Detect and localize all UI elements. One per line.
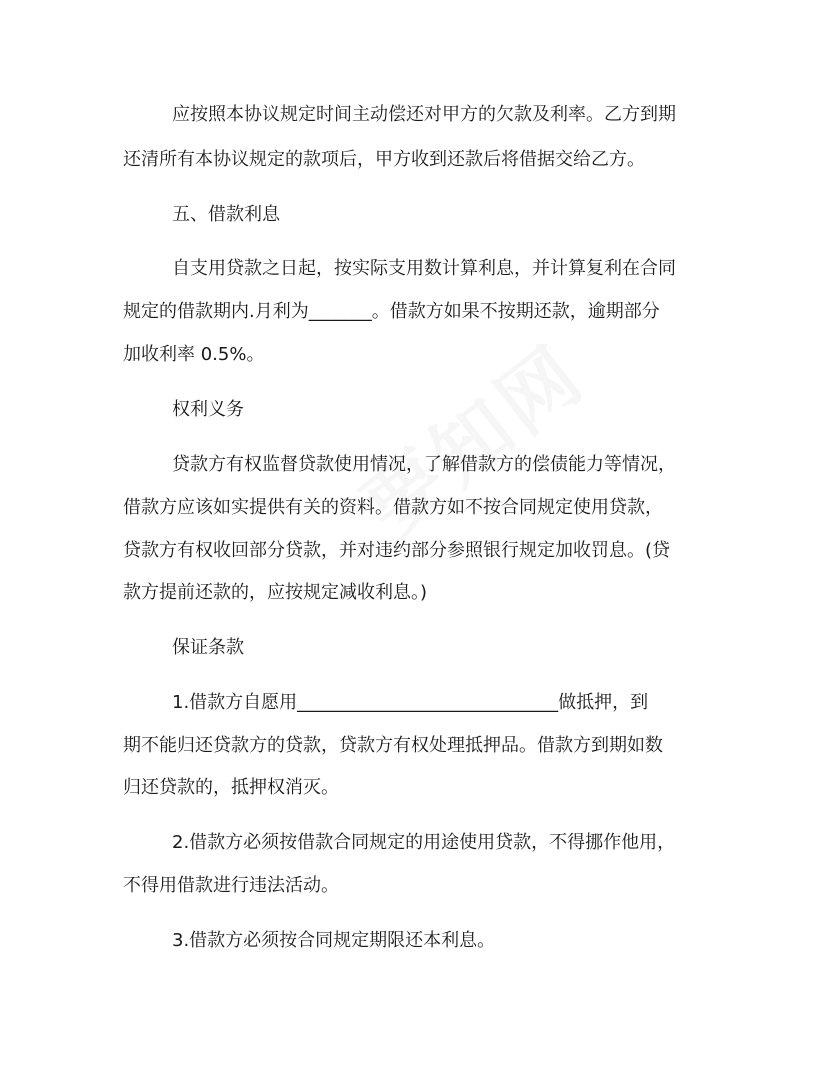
paragraph-line: 应按照本协议规定时间主动偿还对甲方的欠款及利率。乙方到期: [172, 104, 676, 125]
paragraph-line: 3.借款方必须按合同规定期限还本利息。: [172, 930, 496, 951]
paragraph-line: 不得用借款进行违法活动。: [123, 875, 339, 896]
section-heading: 保证条款: [172, 637, 244, 658]
section-heading: 五、借款利息: [172, 204, 280, 225]
paragraph-line: 贷款方有权监督贷款使用情况，了解借款方的偿债能力等情况，: [172, 454, 676, 475]
paragraph-line: 期不能归还贷款方的贷款，贷款方有权处理抵押品。借款方到期如数: [123, 735, 663, 756]
paragraph-line: 还清所有本协议规定的款项后，甲方收到还款后将借据交给乙方。: [123, 149, 645, 170]
paragraph-line: 自支用贷款之日起，按实际支用数计算利息，并计算复利在合同: [172, 258, 676, 279]
paragraph-line: 2.借款方必须按借款合同规定的用途使用贷款，不得挪作他用，: [172, 832, 676, 853]
paragraph-line: 规定的借款期内.月利为_______。借款方如果不按期还款，逾期部分: [123, 301, 660, 322]
paragraph-line: 款方提前还款的，应按规定减收利息。): [123, 582, 428, 603]
section-heading: 权利义务: [172, 399, 244, 420]
paragraph-line: 归还贷款的，抵押权消灭。: [123, 777, 339, 798]
paragraph-line: 加收利率 0.5%。: [123, 344, 265, 365]
paragraph-line: 借款方应该如实提供有关的资料。借款方如不按合同规定使用贷款，: [123, 497, 663, 518]
paragraph-line: 1.借款方自愿用_____________________________做抵押，到: [172, 692, 649, 713]
paragraph-line: 贷款方有权收回部分贷款，并对违约部分参照银行规定加收罚息。(贷: [123, 540, 671, 561]
